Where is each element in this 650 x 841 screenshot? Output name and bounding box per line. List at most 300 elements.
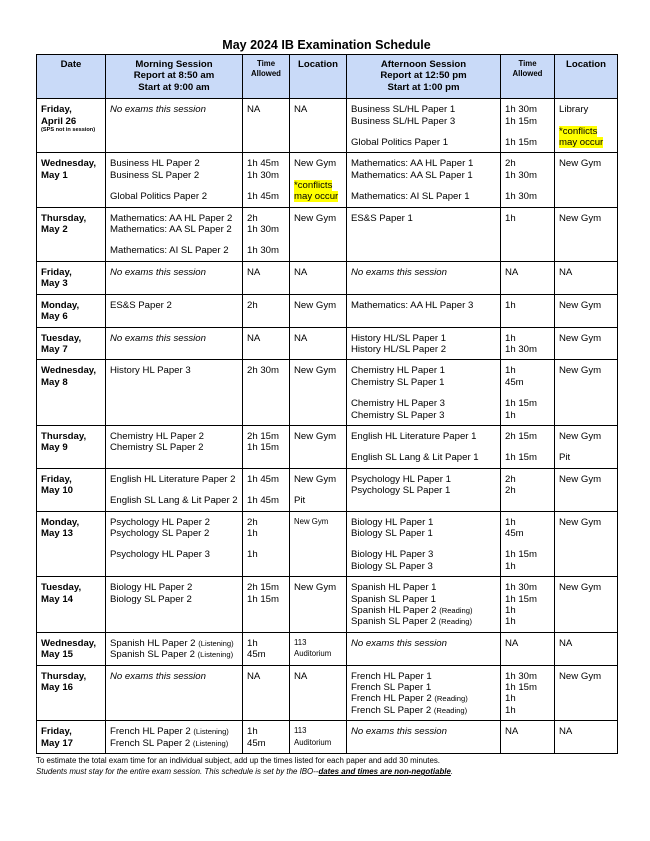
date-cell <box>37 632 106 665</box>
afternoon-location-line: NA <box>559 726 573 738</box>
morning-time-line: 45m <box>247 649 266 661</box>
afternoon-exam-line: Mathematics: AA SL Paper 1 <box>351 169 473 181</box>
footer-note-period: . <box>450 767 454 777</box>
morning-time-line: 2h <box>247 516 258 528</box>
date-line: Tuesday, <box>41 582 82 594</box>
afternoon-exam-line <box>351 693 496 704</box>
table-row <box>37 632 618 665</box>
afternoon-exams-cell <box>347 468 501 511</box>
morning-exam-line: No exams this session <box>110 266 206 278</box>
group-gap <box>247 539 285 549</box>
header-morning-line: Report at 8:50 am <box>133 70 215 82</box>
morning-time-line: 1h 45m <box>247 191 279 203</box>
morning-exam-qualifier: (Listening) <box>197 650 234 660</box>
date-line: Monday, <box>41 299 80 311</box>
header-time-line: Allowed <box>251 68 281 78</box>
afternoon-location-cell <box>555 207 618 261</box>
morning-exams-cell <box>106 665 243 721</box>
afternoon-location-line: Pit <box>559 452 571 464</box>
afternoon-time-line: NA <box>505 637 519 649</box>
morning-exam-line: History HL Paper 3 <box>110 365 191 377</box>
date-line: May 16 <box>41 682 73 694</box>
date-line: May 2 <box>41 224 68 236</box>
afternoon-time-line: 2h 15m <box>505 430 537 442</box>
date-cell <box>37 99 106 153</box>
morning-location-line: Auditorium <box>294 737 332 747</box>
morning-time-line: 1h <box>247 637 258 649</box>
morning-time-line: 1h 45m <box>247 158 279 170</box>
date-cell <box>37 294 106 327</box>
morning-time-cell <box>243 425 290 468</box>
morning-exams-cell <box>106 360 243 426</box>
afternoon-time-cell <box>501 577 555 633</box>
header-afternoon-line: Start at 1:00 pm <box>387 81 460 93</box>
morning-location-line: 113 <box>294 726 307 736</box>
date-line: Wednesday, <box>41 365 97 377</box>
footer-note-stay-text: Students must stay for the entire exam session. This schedule is set by the IBO-- <box>36 767 319 777</box>
afternoon-exam-line: Psychology HL Paper 1 <box>351 473 451 485</box>
date-line: May 1 <box>41 169 68 181</box>
afternoon-time-line: 1h <box>505 560 516 572</box>
afternoon-time-line: 1h 30m <box>505 169 537 181</box>
afternoon-exam-line: No exams this session <box>351 726 447 738</box>
afternoon-time-line: 1h 15m <box>505 593 537 605</box>
date-line: Thursday, <box>41 212 87 224</box>
morning-exams-cell <box>106 425 243 468</box>
schedule-body <box>37 99 618 754</box>
morning-time-cell <box>243 207 290 261</box>
morning-location-line: New Gym <box>294 582 337 594</box>
morning-location-cell <box>290 511 347 577</box>
morning-location-cell <box>290 577 347 633</box>
afternoon-time-line: 45m <box>505 527 524 539</box>
morning-time-cell <box>243 99 290 153</box>
afternoon-exam-qualifier: (Reading) <box>434 694 468 704</box>
afternoon-time-line: 1h <box>505 409 516 421</box>
group-gap <box>505 539 550 549</box>
afternoon-exams-cell <box>347 632 501 665</box>
morning-location-cell <box>290 153 347 207</box>
morning-time-line: 45m <box>247 737 266 749</box>
afternoon-time-line: 1h <box>505 693 516 705</box>
morning-exam-line <box>110 638 238 649</box>
morning-exam-text: French HL Paper 2 <box>110 726 194 738</box>
morning-exam-line: Mathematics: AI SL Paper 2 <box>110 245 229 257</box>
morning-time-cell <box>243 577 290 633</box>
morning-location-line: New Gym <box>294 158 337 170</box>
morning-exam-line: No exams this session <box>110 104 206 116</box>
morning-exams-cell <box>106 327 243 360</box>
morning-time-line: 2h <box>247 212 258 224</box>
morning-time-line: 1h 15m <box>247 442 279 454</box>
afternoon-exam-line: Spanish HL Paper 1 <box>351 582 437 594</box>
morning-location-line: New Gym <box>294 516 329 526</box>
afternoon-time-line: 2h <box>505 485 516 497</box>
afternoon-exam-text: Spanish HL Paper 2 <box>351 605 440 616</box>
group-gap <box>110 181 238 191</box>
header-afternoon <box>347 55 501 99</box>
date-cell <box>37 665 106 721</box>
afternoon-time-line: 1h 15m <box>505 398 537 410</box>
afternoon-time-cell <box>501 511 555 577</box>
table-row <box>37 511 618 577</box>
table-row <box>37 360 618 426</box>
afternoon-time-line: 1h <box>505 365 516 377</box>
morning-exams-cell <box>106 207 243 261</box>
afternoon-exam-line: Biology HL Paper 1 <box>351 516 434 528</box>
page-title: May 2024 IB Examination Schedule <box>222 38 431 52</box>
date-cell <box>37 207 106 261</box>
footer-notes <box>36 755 617 777</box>
table-row <box>37 577 618 633</box>
header-time-allowed-pm <box>501 55 555 99</box>
afternoon-location-cell <box>555 153 618 207</box>
afternoon-exam-text: French SL Paper 2 <box>351 704 434 716</box>
group-gap <box>294 170 342 180</box>
date-cell <box>37 721 106 754</box>
afternoon-location-line: New Gym <box>559 582 602 594</box>
afternoon-exam-qualifier: (Reading) <box>438 617 473 627</box>
morning-location-line: Pit <box>294 495 306 507</box>
morning-exams-cell <box>106 261 243 294</box>
afternoon-exam-line: Business SL/HL Paper 3 <box>351 115 456 127</box>
date-cell <box>37 468 106 511</box>
date-line: May 10 <box>41 485 73 497</box>
afternoon-exam-line <box>351 616 496 627</box>
afternoon-location-cell <box>555 360 618 426</box>
afternoon-exam-line: Business SL/HL Paper 1 <box>351 104 456 116</box>
morning-location-cell <box>290 665 347 721</box>
date-cell <box>37 153 106 207</box>
afternoon-exams-cell <box>347 511 501 577</box>
morning-exams-cell <box>106 511 243 577</box>
morning-exam-line: ES&S Paper 2 <box>110 299 172 311</box>
morning-time-cell <box>243 665 290 721</box>
afternoon-exam-line: Spanish SL Paper 1 <box>351 593 436 605</box>
morning-location-line: NA <box>294 266 308 278</box>
date-line: May 14 <box>41 593 73 605</box>
afternoon-time-line: 1h 30m <box>505 104 537 116</box>
afternoon-time-line: NA <box>505 266 519 278</box>
afternoon-location-line: Library <box>559 104 589 116</box>
morning-location-cell <box>290 360 347 426</box>
afternoon-exam-line <box>351 705 496 716</box>
morning-location-line: New Gym <box>294 473 337 485</box>
date-line: Friday, <box>41 726 72 738</box>
morning-time-cell <box>243 360 290 426</box>
morning-location-line: New Gym <box>294 365 337 377</box>
date-cell <box>37 577 106 633</box>
table-row <box>37 327 618 360</box>
afternoon-location-line: NA <box>559 266 573 278</box>
morning-exam-qualifier: (Listening) <box>192 738 229 748</box>
date-line: Monday, <box>41 516 80 528</box>
afternoon-location-line: New Gym <box>559 158 602 170</box>
morning-exam-line: Biology HL Paper 2 <box>110 582 193 594</box>
group-gap <box>247 181 285 191</box>
table-row <box>37 665 618 721</box>
morning-exam-qualifier: (Listening) <box>193 727 229 737</box>
morning-exams-cell <box>106 468 243 511</box>
morning-location-line: Auditorium <box>294 649 332 659</box>
afternoon-time-cell <box>501 632 555 665</box>
afternoon-exam-line: Mathematics: AA HL Paper 1 <box>351 158 474 170</box>
morning-time-cell <box>243 261 290 294</box>
group-gap <box>110 235 238 245</box>
date-line: May 3 <box>41 278 68 290</box>
afternoon-location-cell <box>555 327 618 360</box>
date-line: Wednesday, <box>41 158 97 170</box>
morning-exam-line: Business SL Paper 2 <box>110 169 200 181</box>
date-line: May 15 <box>41 649 73 661</box>
morning-exam-line <box>110 738 238 749</box>
afternoon-exam-line: No exams this session <box>351 266 447 278</box>
afternoon-time-line: 1h 15m <box>505 452 537 464</box>
morning-location-line: NA <box>294 104 308 116</box>
morning-location-line: *conflicts may occur <box>294 179 339 203</box>
group-gap <box>110 539 238 549</box>
morning-time-line: 1h 45m <box>247 495 279 507</box>
afternoon-exam-text: Spanish SL Paper 2 <box>351 616 439 628</box>
morning-location-cell <box>290 632 347 665</box>
morning-time-line: 1h <box>247 726 258 738</box>
morning-time-cell <box>243 511 290 577</box>
date-line: May 13 <box>41 527 73 539</box>
morning-exam-line: Psychology HL Paper 3 <box>110 549 210 561</box>
morning-location-line: NA <box>294 332 308 344</box>
afternoon-location-line: New Gym <box>559 473 602 485</box>
table-row <box>37 261 618 294</box>
afternoon-exams-cell <box>347 425 501 468</box>
afternoon-exams-cell <box>347 327 501 360</box>
morning-exam-line <box>110 726 238 737</box>
exam-schedule-table <box>36 54 618 754</box>
group-gap <box>247 485 285 495</box>
date-note: (SPS not in session) <box>41 127 96 134</box>
afternoon-time-line: 45m <box>505 376 524 388</box>
afternoon-exams-cell <box>347 153 501 207</box>
morning-location-cell <box>290 261 347 294</box>
group-gap <box>351 181 496 191</box>
header-afternoon-line: Afternoon Session <box>380 59 467 70</box>
afternoon-exam-line: Chemistry SL Paper 1 <box>351 376 445 388</box>
morning-time-line: NA <box>247 104 261 116</box>
afternoon-exam-line: English SL Lang & Lit Paper 1 <box>351 452 479 464</box>
afternoon-time-line: 1h 15m <box>505 115 537 127</box>
table-row <box>37 99 618 153</box>
afternoon-exam-line: ES&S Paper 1 <box>351 212 413 224</box>
afternoon-time-line: 1h 30m <box>505 343 537 355</box>
afternoon-time-line: 1h <box>505 332 516 344</box>
morning-exam-line: No exams this session <box>110 332 206 344</box>
group-gap <box>351 127 496 137</box>
morning-exam-text: French SL Paper 2 <box>110 737 193 749</box>
afternoon-exam-line: History HL/SL Paper 1 <box>351 332 447 344</box>
afternoon-time-cell <box>501 99 555 153</box>
afternoon-exam-line: Biology SL Paper 3 <box>351 560 433 572</box>
afternoon-exams-cell <box>347 577 501 633</box>
morning-exam-line: No exams this session <box>110 670 206 682</box>
afternoon-exam-line: Biology SL Paper 1 <box>351 527 433 539</box>
afternoon-location-line: New Gym <box>559 516 602 528</box>
header-time-allowed-am <box>243 55 290 99</box>
morning-exams-cell <box>106 632 243 665</box>
table-row <box>37 721 618 754</box>
afternoon-exam-line: Global Politics Paper 1 <box>351 137 449 149</box>
date-line: Wednesday, <box>41 637 97 649</box>
afternoon-time-line: 2h <box>505 158 516 170</box>
afternoon-time-line: 2h <box>505 473 516 485</box>
date-line: Friday, <box>41 473 72 485</box>
header-morning-line: Morning Session <box>135 59 213 70</box>
afternoon-location-cell <box>555 468 618 511</box>
afternoon-exam-line: English HL Literature Paper 1 <box>351 430 477 442</box>
table-row <box>37 294 618 327</box>
afternoon-time-line: 1h <box>505 212 516 224</box>
afternoon-exam-qualifier: (Reading) <box>439 606 473 615</box>
header-afternoon-line: Report at 12:50 pm <box>380 70 467 82</box>
group-gap <box>110 485 238 495</box>
morning-time-line: 1h 30m <box>247 169 279 181</box>
group-gap <box>505 442 550 452</box>
morning-time-cell <box>243 721 290 754</box>
morning-time-line: 2h 15m <box>247 582 279 594</box>
morning-time-line: NA <box>247 332 261 344</box>
afternoon-location-line: New Gym <box>559 332 602 344</box>
morning-exam-line: Chemistry HL Paper 2 <box>110 430 205 442</box>
morning-exam-qualifier: (Listening) <box>198 638 234 648</box>
afternoon-exam-line: French SL Paper 1 <box>351 682 432 694</box>
morning-time-line: 1h 30m <box>247 245 279 257</box>
header-location-am: Location <box>290 55 347 99</box>
morning-location-cell <box>290 468 347 511</box>
afternoon-time-line: 1h <box>505 299 516 311</box>
afternoon-time-line: 1h <box>505 704 516 716</box>
morning-time-line: 2h 15m <box>247 430 279 442</box>
morning-exam-line: Psychology HL Paper 2 <box>110 516 210 528</box>
afternoon-time-line: 1h <box>505 605 516 616</box>
afternoon-location-cell <box>555 425 618 468</box>
morning-exam-line: Biology SL Paper 2 <box>110 593 192 605</box>
date-line: April 26 <box>41 115 77 127</box>
date-cell <box>37 327 106 360</box>
morning-exam-text: Spanish SL Paper 2 <box>110 649 198 661</box>
morning-exam-line: Chemistry SL Paper 2 <box>110 442 204 454</box>
afternoon-location-line: New Gym <box>559 299 602 311</box>
afternoon-time-cell <box>501 360 555 426</box>
group-gap <box>505 388 550 398</box>
afternoon-location-cell <box>555 577 618 633</box>
header-morning-line: Start at 9:00 am <box>138 81 210 93</box>
date-line: May 7 <box>41 343 68 355</box>
morning-exam-line <box>110 649 238 660</box>
date-line: Friday, <box>41 104 72 116</box>
date-line: Thursday, <box>41 670 87 682</box>
afternoon-exam-line: No exams this session <box>351 637 447 649</box>
morning-time-line: 2h <box>247 299 258 311</box>
date-cell <box>37 511 106 577</box>
afternoon-location-line: NA <box>559 637 573 649</box>
afternoon-time-line: 1h 30m <box>505 191 537 203</box>
morning-time-cell <box>243 294 290 327</box>
afternoon-exam-line: Chemistry HL Paper 1 <box>351 365 446 377</box>
table-row <box>37 153 618 207</box>
afternoon-exam-line: Psychology SL Paper 1 <box>351 485 451 497</box>
afternoon-time-line: 1h 30m <box>505 670 537 682</box>
afternoon-location-line: *conflicts may occur <box>559 125 604 149</box>
morning-exam-line: Psychology SL Paper 2 <box>110 527 210 539</box>
morning-time-line: NA <box>247 266 261 278</box>
table-row <box>37 207 618 261</box>
afternoon-location-cell <box>555 632 618 665</box>
afternoon-exams-cell <box>347 360 501 426</box>
afternoon-time-line: NA <box>505 726 519 738</box>
header-time-line: Time <box>518 59 537 68</box>
afternoon-exams-cell <box>347 721 501 754</box>
afternoon-time-cell <box>501 294 555 327</box>
afternoon-exams-cell <box>347 99 501 153</box>
afternoon-location-line: New Gym <box>559 670 602 682</box>
afternoon-time-line: 1h 15m <box>505 137 537 149</box>
morning-time-cell <box>243 153 290 207</box>
morning-exam-text: Spanish HL Paper 2 <box>110 637 199 649</box>
morning-location-cell <box>290 207 347 261</box>
afternoon-exam-qualifier: (Reading) <box>433 705 468 715</box>
afternoon-time-cell <box>501 261 555 294</box>
afternoon-exam-line: Mathematics: AA HL Paper 3 <box>351 299 474 311</box>
group-gap <box>294 485 342 495</box>
morning-location-line: New Gym <box>294 212 337 224</box>
afternoon-exam-line: Mathematics: AI SL Paper 1 <box>351 191 470 203</box>
afternoon-exam-line: French HL Paper 1 <box>351 670 432 682</box>
date-line: Tuesday, <box>41 332 82 344</box>
header-row <box>37 55 618 99</box>
header-morning <box>106 55 243 99</box>
group-gap <box>559 442 613 452</box>
afternoon-time-cell <box>501 153 555 207</box>
morning-time-line: 1h 30m <box>247 224 279 236</box>
morning-location-line: 113 <box>294 637 307 647</box>
morning-location-cell <box>290 425 347 468</box>
afternoon-location-cell <box>555 294 618 327</box>
morning-exam-line: English HL Literature Paper 2 <box>110 473 236 485</box>
group-gap <box>505 127 550 137</box>
morning-exams-cell <box>106 153 243 207</box>
morning-time-cell <box>243 632 290 665</box>
afternoon-exam-line <box>351 605 496 616</box>
header-time-line: Time <box>256 59 276 68</box>
morning-time-line: 1h <box>247 549 258 561</box>
afternoon-time-cell <box>501 721 555 754</box>
group-gap <box>351 539 496 549</box>
date-line: Thursday, <box>41 430 87 442</box>
group-gap <box>559 116 613 126</box>
date-line: May 9 <box>41 442 68 454</box>
date-cell <box>37 425 106 468</box>
date-line: May 8 <box>41 376 68 388</box>
morning-exam-line: English SL Lang & Lit Paper 2 <box>110 495 238 507</box>
morning-time-line: 2h 30m <box>247 365 279 377</box>
morning-exam-line: Global Politics Paper 2 <box>110 191 208 203</box>
afternoon-location-cell <box>555 665 618 721</box>
date-cell <box>37 360 106 426</box>
date-line: Friday, <box>41 266 72 278</box>
afternoon-time-cell <box>501 207 555 261</box>
afternoon-time-line: 1h 15m <box>505 549 537 561</box>
morning-location-line: New Gym <box>294 299 337 311</box>
group-gap <box>247 235 285 245</box>
morning-exams-cell <box>106 99 243 153</box>
